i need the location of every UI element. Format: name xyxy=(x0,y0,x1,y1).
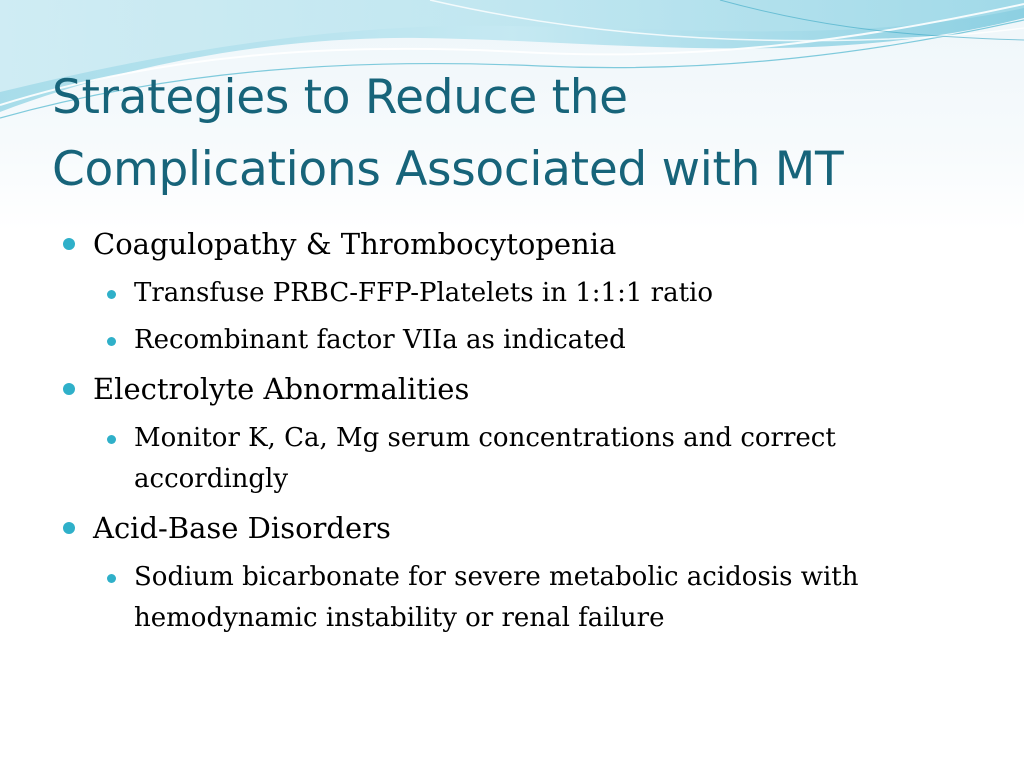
bullet-electrolyte xyxy=(58,369,958,500)
sub-bullet-factor-viia xyxy=(58,320,958,361)
sub-bullet-monitor xyxy=(58,418,958,500)
sub-bullet-bicarbonate xyxy=(58,557,958,639)
sub-bullet-list xyxy=(93,557,958,639)
bullet-heading: Electrolyte Abnormalities xyxy=(93,372,470,406)
bullet-dot-icon xyxy=(63,383,75,395)
title-line-1: Strategies to Reduce the xyxy=(52,70,628,125)
bullet-coagulopathy xyxy=(58,224,958,361)
bullet-dot-icon xyxy=(63,522,75,534)
bullet-list xyxy=(58,224,958,639)
bullet-heading: Coagulopathy & Thrombocytopenia xyxy=(93,227,617,261)
sub-bullet-dot-icon xyxy=(107,574,116,583)
title-line-2: Complications Associated with MT xyxy=(52,142,844,197)
sub-bullet-text: Recombinant factor VIIa as indicated xyxy=(134,325,626,355)
sub-bullet-dot-icon xyxy=(107,290,116,299)
sub-bullet-dot-icon xyxy=(107,435,116,444)
sub-bullet-transfuse xyxy=(58,273,958,314)
sub-bullet-list xyxy=(93,418,958,500)
bullet-heading: Acid-Base Disorders xyxy=(93,511,391,545)
bullet-acid-base xyxy=(58,508,958,639)
sub-bullet-text: Monitor K, Ca, Mg serum concentrations and correct accordingly xyxy=(134,423,836,494)
sub-bullet-list xyxy=(93,273,958,361)
slide-title xyxy=(52,62,992,206)
sub-bullet-text: Sodium bicarbonate for severe metabolic acidosis with hemodynamic instability or renal failure xyxy=(134,562,859,633)
sub-bullet-text: Transfuse PRBC-FFP-Platelets in 1:1:1 ratio xyxy=(134,278,713,308)
bullet-dot-icon xyxy=(63,238,75,250)
sub-bullet-dot-icon xyxy=(107,337,116,346)
